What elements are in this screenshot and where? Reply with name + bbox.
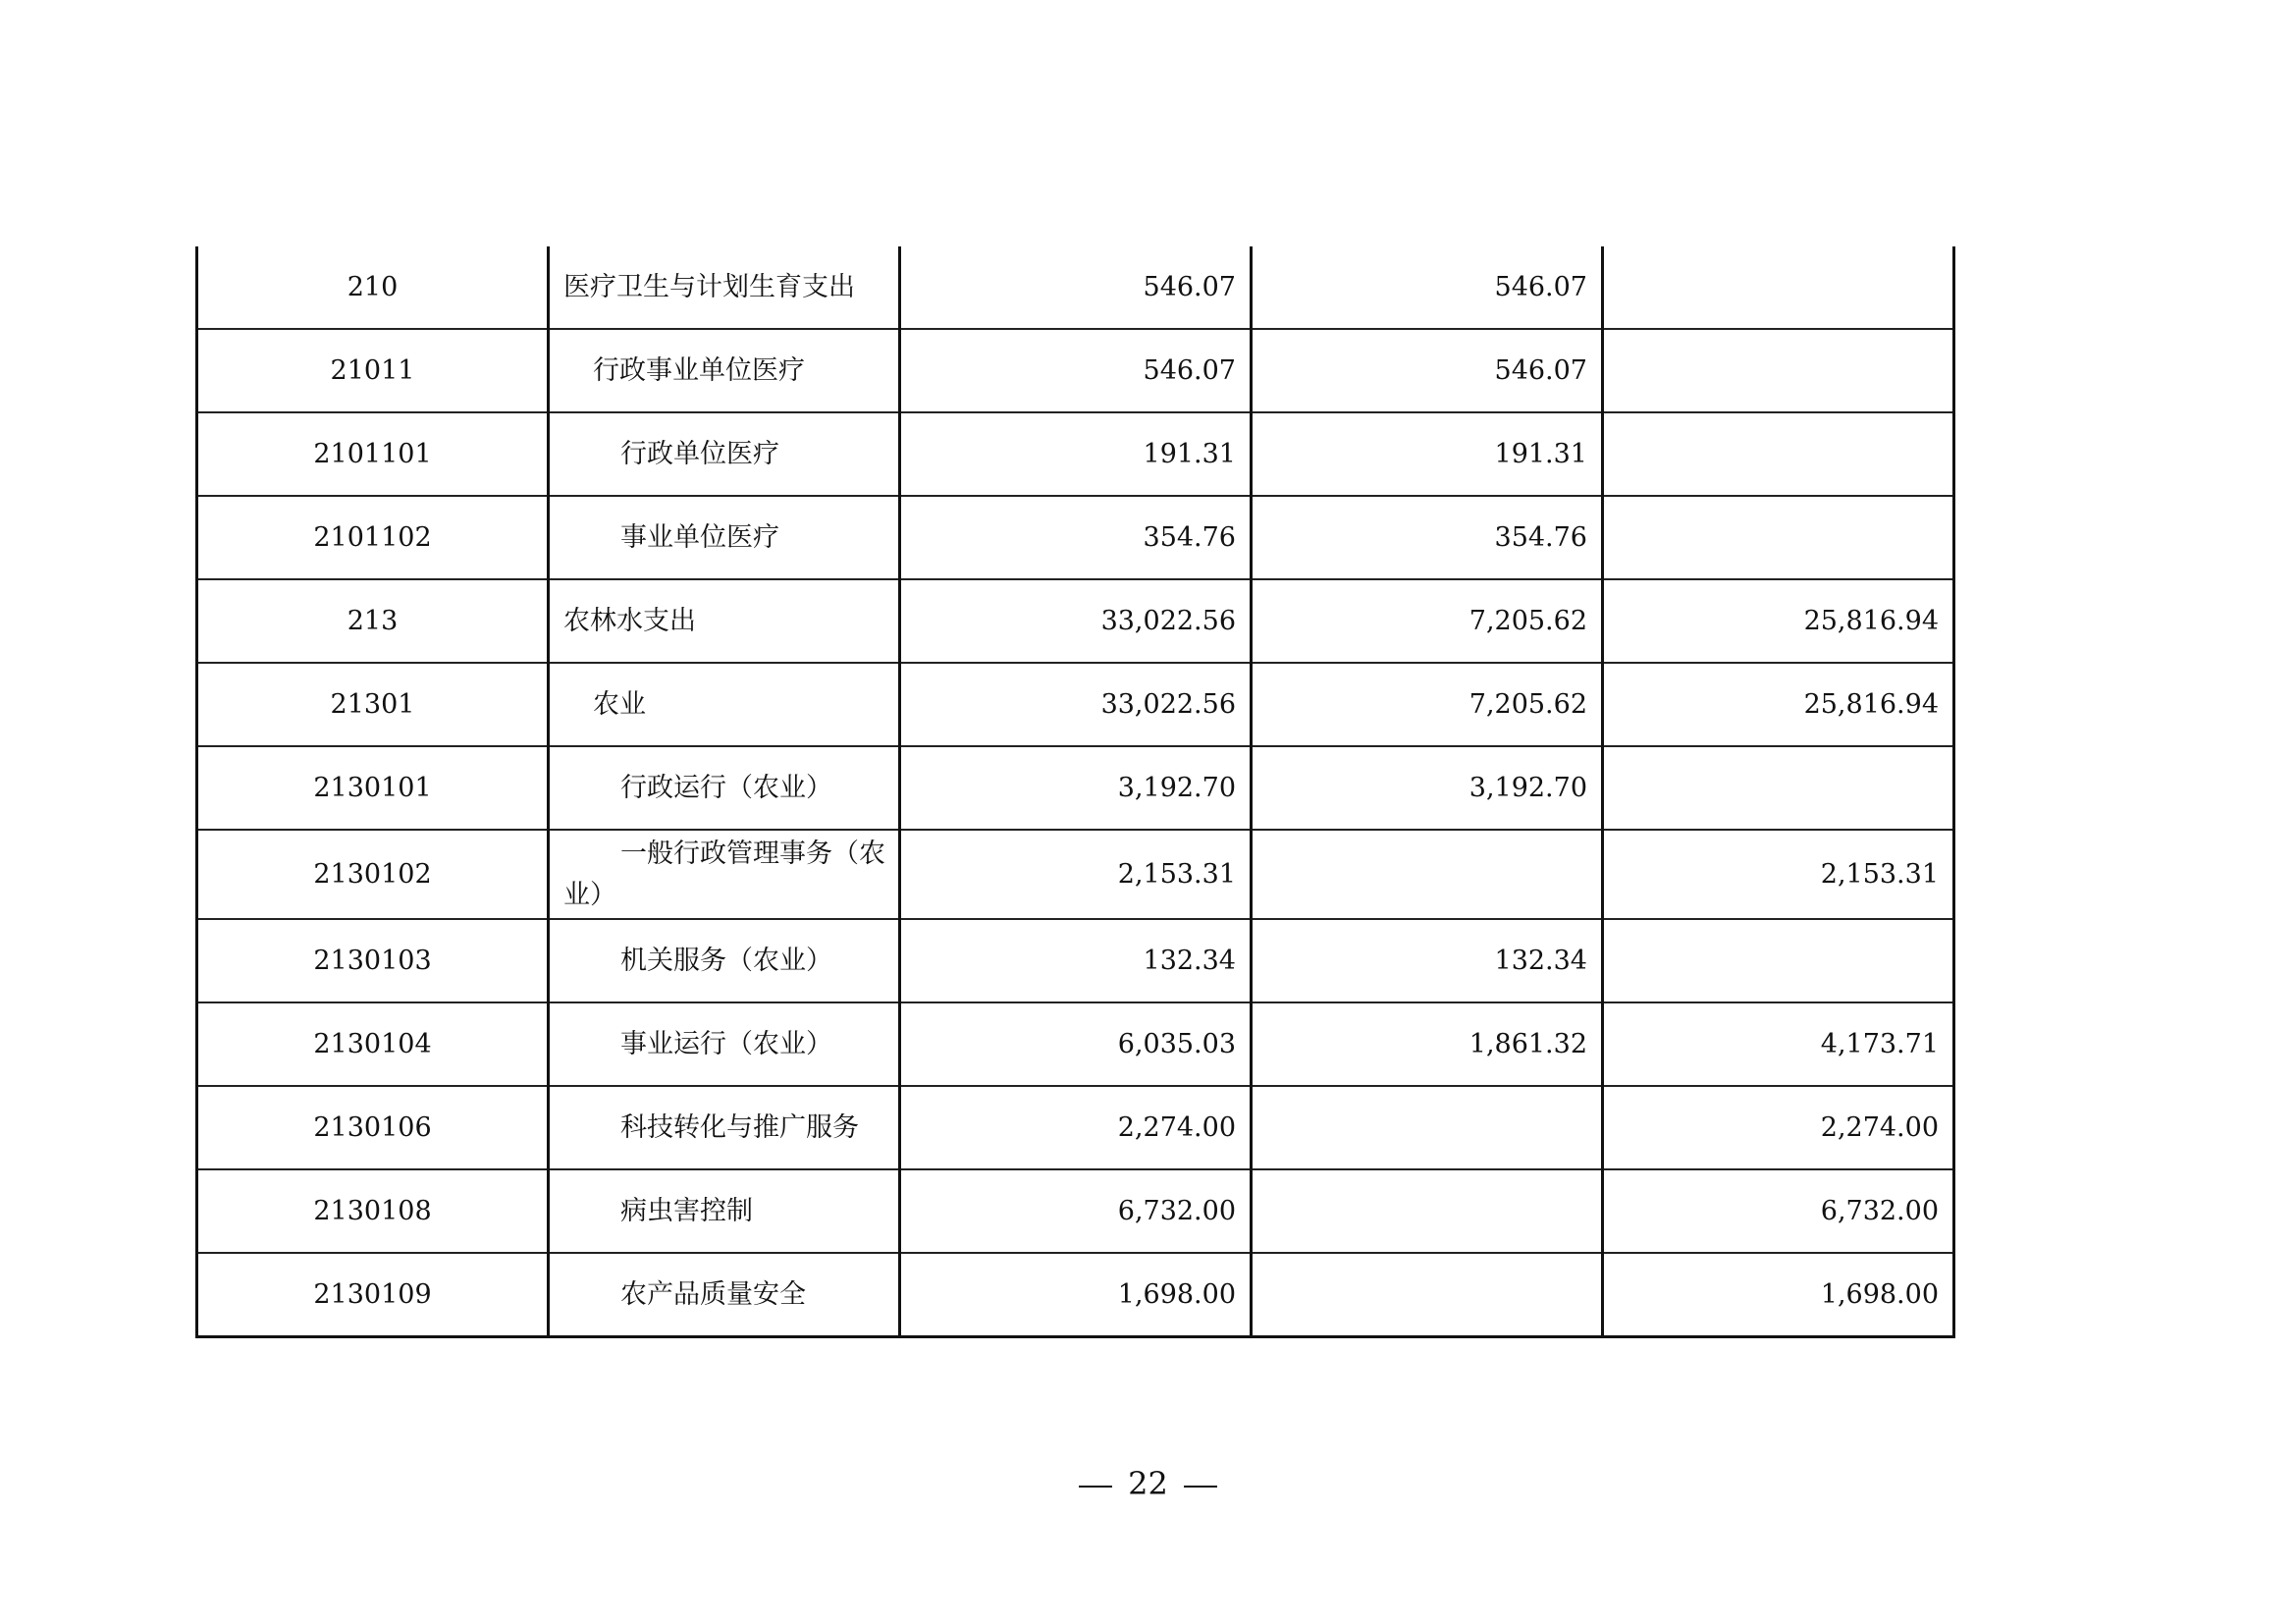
row-total: 546.07 — [900, 246, 1252, 329]
table-row — [197, 1086, 1954, 1169]
row-code: 2130103 — [197, 919, 549, 1002]
row-name: 农业 — [549, 663, 900, 746]
row-basic: 191.31 — [1252, 412, 1603, 496]
row-basic — [1252, 1086, 1603, 1169]
row-basic: 3,192.70 — [1252, 746, 1603, 830]
row-code: 2101102 — [197, 496, 549, 579]
row-code: 213 — [197, 579, 549, 663]
table-row — [197, 919, 1954, 1002]
row-name: 机关服务（农业） — [549, 919, 900, 1002]
table-row — [197, 1253, 1954, 1337]
row-total: 132.34 — [900, 919, 1252, 1002]
table-row — [197, 579, 1954, 663]
page-number — [0, 1465, 2296, 1502]
row-project — [1603, 246, 1954, 329]
row-total: 3,192.70 — [900, 746, 1252, 830]
row-project: 6,732.00 — [1603, 1169, 1954, 1253]
row-basic: 7,205.62 — [1252, 663, 1603, 746]
row-name: 农产品质量安全 — [549, 1253, 900, 1337]
row-total: 191.31 — [900, 412, 1252, 496]
table-row — [197, 746, 1954, 830]
row-total: 2,153.31 — [900, 830, 1252, 919]
row-code: 21011 — [197, 329, 549, 412]
row-name: 行政事业单位医疗 — [549, 329, 900, 412]
row-code: 2130104 — [197, 1002, 549, 1086]
page-number-dash-right — [1184, 1486, 1217, 1488]
row-project — [1603, 919, 1954, 1002]
row-project: 25,816.94 — [1603, 579, 1954, 663]
row-total: 546.07 — [900, 329, 1252, 412]
table-row — [197, 830, 1954, 919]
row-basic: 354.76 — [1252, 496, 1603, 579]
row-project: 1,698.00 — [1603, 1253, 1954, 1337]
row-project: 25,816.94 — [1603, 663, 1954, 746]
row-basic — [1252, 1169, 1603, 1253]
row-basic — [1252, 830, 1603, 919]
row-name: 行政运行（农业） — [549, 746, 900, 830]
row-total: 6,035.03 — [900, 1002, 1252, 1086]
row-total: 354.76 — [900, 496, 1252, 579]
row-project — [1603, 412, 1954, 496]
row-name: 农林水支出 — [549, 579, 900, 663]
table-row — [197, 246, 1954, 329]
row-basic: 1,861.32 — [1252, 1002, 1603, 1086]
row-project: 4,173.71 — [1603, 1002, 1954, 1086]
table-row — [197, 412, 1954, 496]
row-code: 2130109 — [197, 1253, 549, 1337]
table-row — [197, 663, 1954, 746]
row-total: 2,274.00 — [900, 1086, 1252, 1169]
row-basic: 546.07 — [1252, 246, 1603, 329]
row-name — [549, 830, 900, 919]
row-code: 21301 — [197, 663, 549, 746]
row-name: 事业单位医疗 — [549, 496, 900, 579]
table-row — [197, 496, 1954, 579]
row-code: 210 — [197, 246, 549, 329]
row-name: 医疗卫生与计划生育支出 — [549, 246, 900, 329]
table-row — [197, 1002, 1954, 1086]
row-name: 事业运行（农业） — [549, 1002, 900, 1086]
row-basic — [1252, 1253, 1603, 1337]
row-project — [1603, 496, 1954, 579]
row-code: 2130101 — [197, 746, 549, 830]
row-project — [1603, 329, 1954, 412]
page-number-text: 22 — [1128, 1465, 1168, 1502]
row-project — [1603, 746, 1954, 830]
row-project: 2,153.31 — [1603, 830, 1954, 919]
budget-table — [195, 246, 1955, 1338]
row-code: 2130108 — [197, 1169, 549, 1253]
row-name-text: 一般行政管理事务（农业） — [563, 838, 885, 910]
row-basic: 7,205.62 — [1252, 579, 1603, 663]
row-total: 6,732.00 — [900, 1169, 1252, 1253]
row-basic: 132.34 — [1252, 919, 1603, 1002]
page-number-dash-left — [1079, 1486, 1112, 1488]
row-project: 2,274.00 — [1603, 1086, 1954, 1169]
row-code: 2130106 — [197, 1086, 549, 1169]
row-name: 科技转化与推广服务 — [549, 1086, 900, 1169]
row-total: 33,022.56 — [900, 663, 1252, 746]
row-name: 病虫害控制 — [549, 1169, 900, 1253]
row-code: 2130102 — [197, 830, 549, 919]
row-code: 2101101 — [197, 412, 549, 496]
row-total: 1,698.00 — [900, 1253, 1252, 1337]
row-basic: 546.07 — [1252, 329, 1603, 412]
table-row — [197, 329, 1954, 412]
table-row — [197, 1169, 1954, 1253]
row-name: 行政单位医疗 — [549, 412, 900, 496]
row-total: 33,022.56 — [900, 579, 1252, 663]
